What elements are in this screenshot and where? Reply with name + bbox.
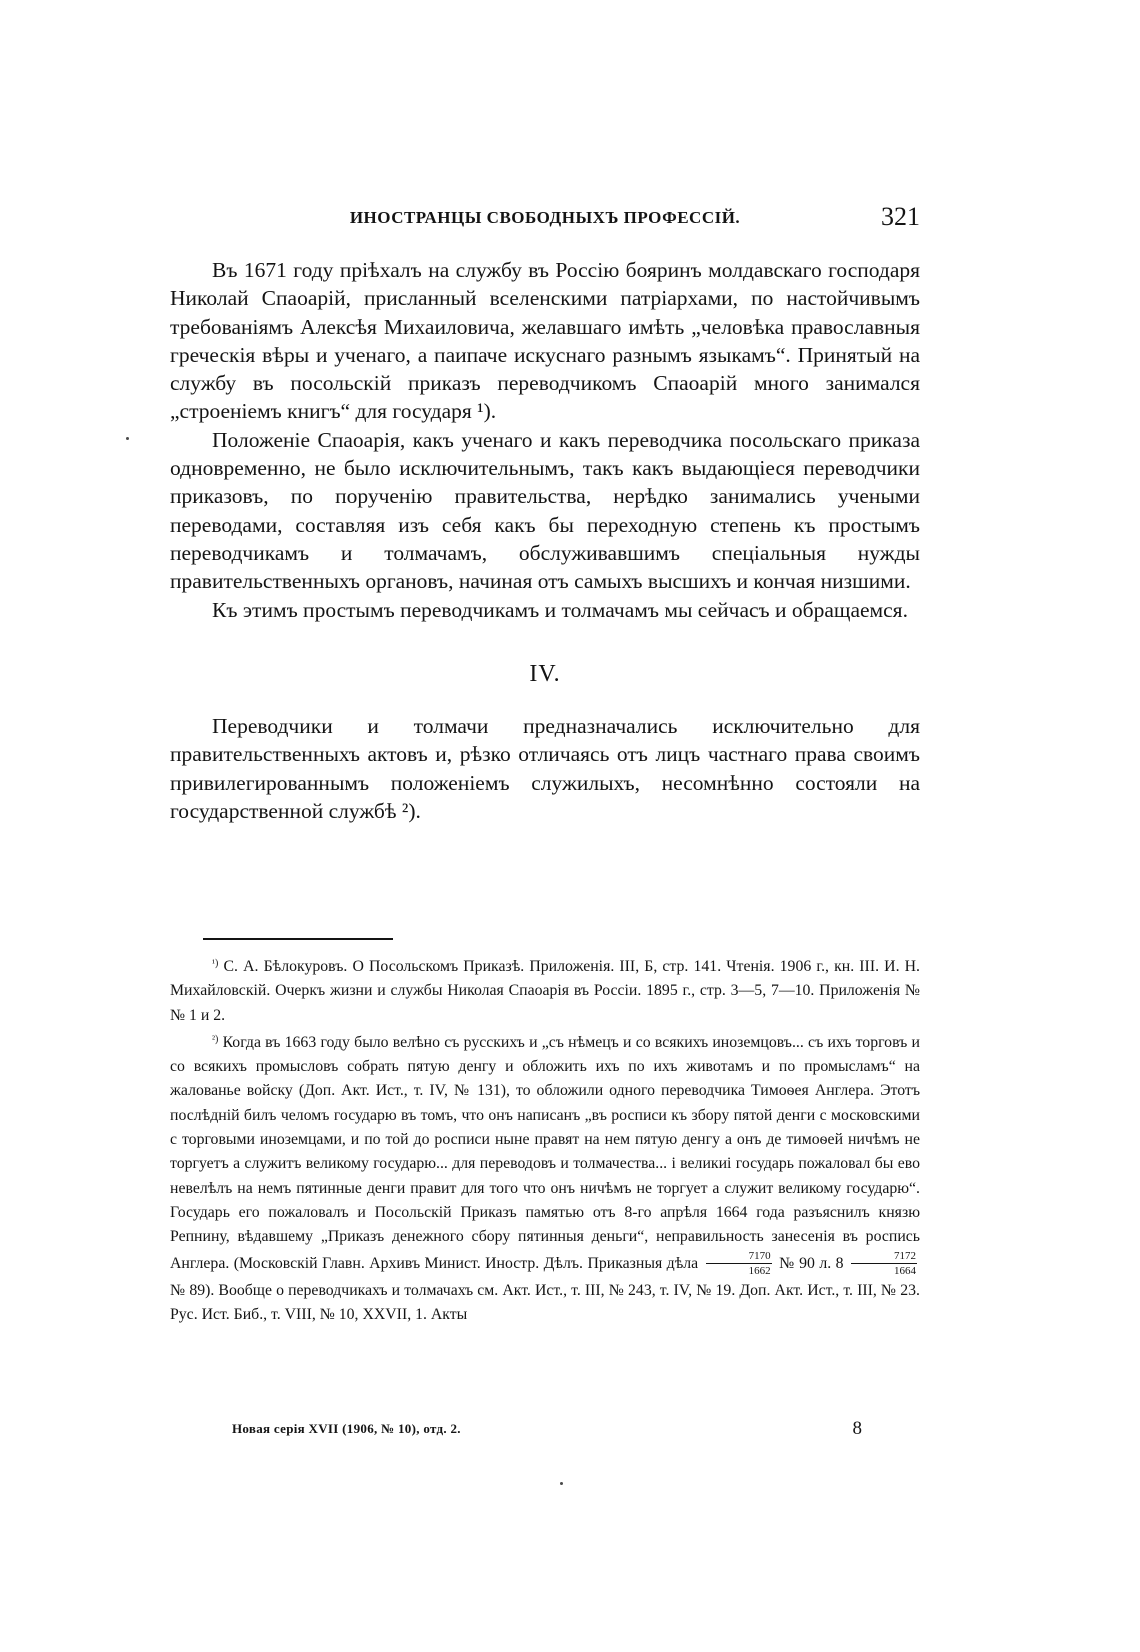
footnote-marker: ²): [212, 1033, 219, 1045]
footnote-text: С. А. Бѣлокуровъ. О Посольскомъ Приказѣ. Приложенія. III, Б, стр. 141. Чтенія. 1906 г., кн. III. И. Н. Михайловскій. Очеркъ жизни и службы Николая Спаоарія въ Россіи. 1895 г., стр. 3—5, 7—10. Приложенія №№ 1 и 2.: [170, 958, 921, 1024]
footnote-text: № 90 л. 8: [779, 1254, 844, 1272]
footnotes: [170, 952, 920, 1327]
footnote-marker: ¹): [212, 958, 219, 969]
fraction-denominator: 1662: [748, 1264, 771, 1277]
footnote-divider: [203, 938, 393, 940]
paragraph-interpreters-status: Переводчики и толмачи предназначались исключительно для правительственныхъ актовъ и, рѣзко отличаясь отъ лицъ частнаго права своимъ привилегированнымъ положеніемъ служилыхъ, несомнѣнно состояли на государственной службѣ ²).: [170, 714, 920, 824]
footnote-2: [170, 1028, 920, 1327]
scan-speck: [560, 1482, 563, 1485]
archive-fraction: [706, 1249, 772, 1278]
footnote-text: Когда въ 1663 году было велѣно съ русскихъ и „съ нѣмецъ и со всякихъ иноземцовъ... съ ихъ торговъ и со всякихъ промысловъ собрать пятую денгу и обложить ихъ по ихъ животамъ и по промысламъ“ на жалованье войску (Доп. Акт. Ист., т. IV, № 131), то обложили одного переводчика Тимоѳея Англера. Этотъ послѣдній билъ челомъ государю въ томъ, что онъ написанъ „въ росписи къ збору пятой денги с московскими с торговыми иноземцами, и по той до росписи ныне правят на нем пятую денгу а онъ де тимоѳей ничѣмъ не торгуетъ а служитъ великому государю... для переводовъ и толмачества... і великиі государь пожаловал бы ево невелѣлъ на немъ пятинные денги правит для того что онъ ничѣмъ не торгует а служит великому государю“. Государь его пожаловалъ и Посольскій Приказъ памятью отъ 8-го апрѣля 1664 года разъяснилъ князю Репнину, вѣдавшему „Приказъ денежного сбору пятинныя деньги“, неправильность занесенія въ роспись Англера. (Московскій Главн. Архивъ Минист. Иностр. Дѣлъ. Приказныя дѣла: [170, 1033, 920, 1272]
footnote-text: № 89). Вообще о переводчикахъ и толмачахъ см. Акт. Ист., т. III, № 243, т. IV, № 19. Доп. Акт. Ист., т. III, № 23. Рус. Ист. Биб., т. VIII, № 10, XXVII, 1. Акты: [170, 1281, 920, 1323]
paragraph-transition: Къ этимъ простымъ переводчикамъ и толмачамъ мы сейчасъ и обращаемся.: [212, 597, 908, 622]
paragraph-spafary-arrival: Въ 1671 году пріѣхалъ на службу въ Россію бояринъ молдавскаго господаря Николай Спаоарій, присланный вселенскими патріархами, по настойчивымъ требованіямъ Алексѣя Михаиловича, желавшаго имѣть „человѣка православныя греческія вѣры и ученаго, а паипаче искуснаго разнымъ языкамъ“. Принятый на службу въ посольскій приказъ переводчикомъ Спаоарій много занимался „строеніемъ книгъ“ для государя ¹).: [170, 258, 920, 424]
main-text: [170, 256, 920, 825]
running-head: [170, 202, 920, 236]
fraction-numerator: 7172: [851, 1249, 917, 1264]
signature-mark: 8: [852, 1418, 862, 1439]
page-number: 321: [881, 202, 920, 231]
archive-fraction: [851, 1249, 917, 1278]
series-line: Новая серія XVII (1906, № 10), отд. 2.: [232, 1421, 461, 1436]
section-heading: IV.: [529, 660, 561, 687]
fraction-numerator: 7170: [706, 1249, 772, 1264]
footnote-1: [170, 952, 920, 1028]
paragraph-spafary-position: Положеніе Спаоарія, какъ ученаго и какъ переводчика посольскаго приказа одновременно, не было исключительнымъ, такъ какъ выдающіеся переводчики приказовъ, по порученію правительства, нерѣдко занимались учеными переводами, составляя изъ себя какъ бы переходную степень къ простымъ переводчикамъ и толмачамъ, обслуживавшимъ спеціальныя нужды правительственныхъ органовъ, начиная отъ самыхъ высшихъ и кончая низшими.: [170, 427, 920, 594]
page-footer: [232, 1418, 862, 1442]
running-title: ИНОСТРАНЦЫ СВОБОДНЫХЪ ПРОФЕССІЙ.: [349, 208, 741, 227]
scan-speck: [126, 437, 129, 440]
fraction-denominator: 1664: [894, 1264, 917, 1277]
